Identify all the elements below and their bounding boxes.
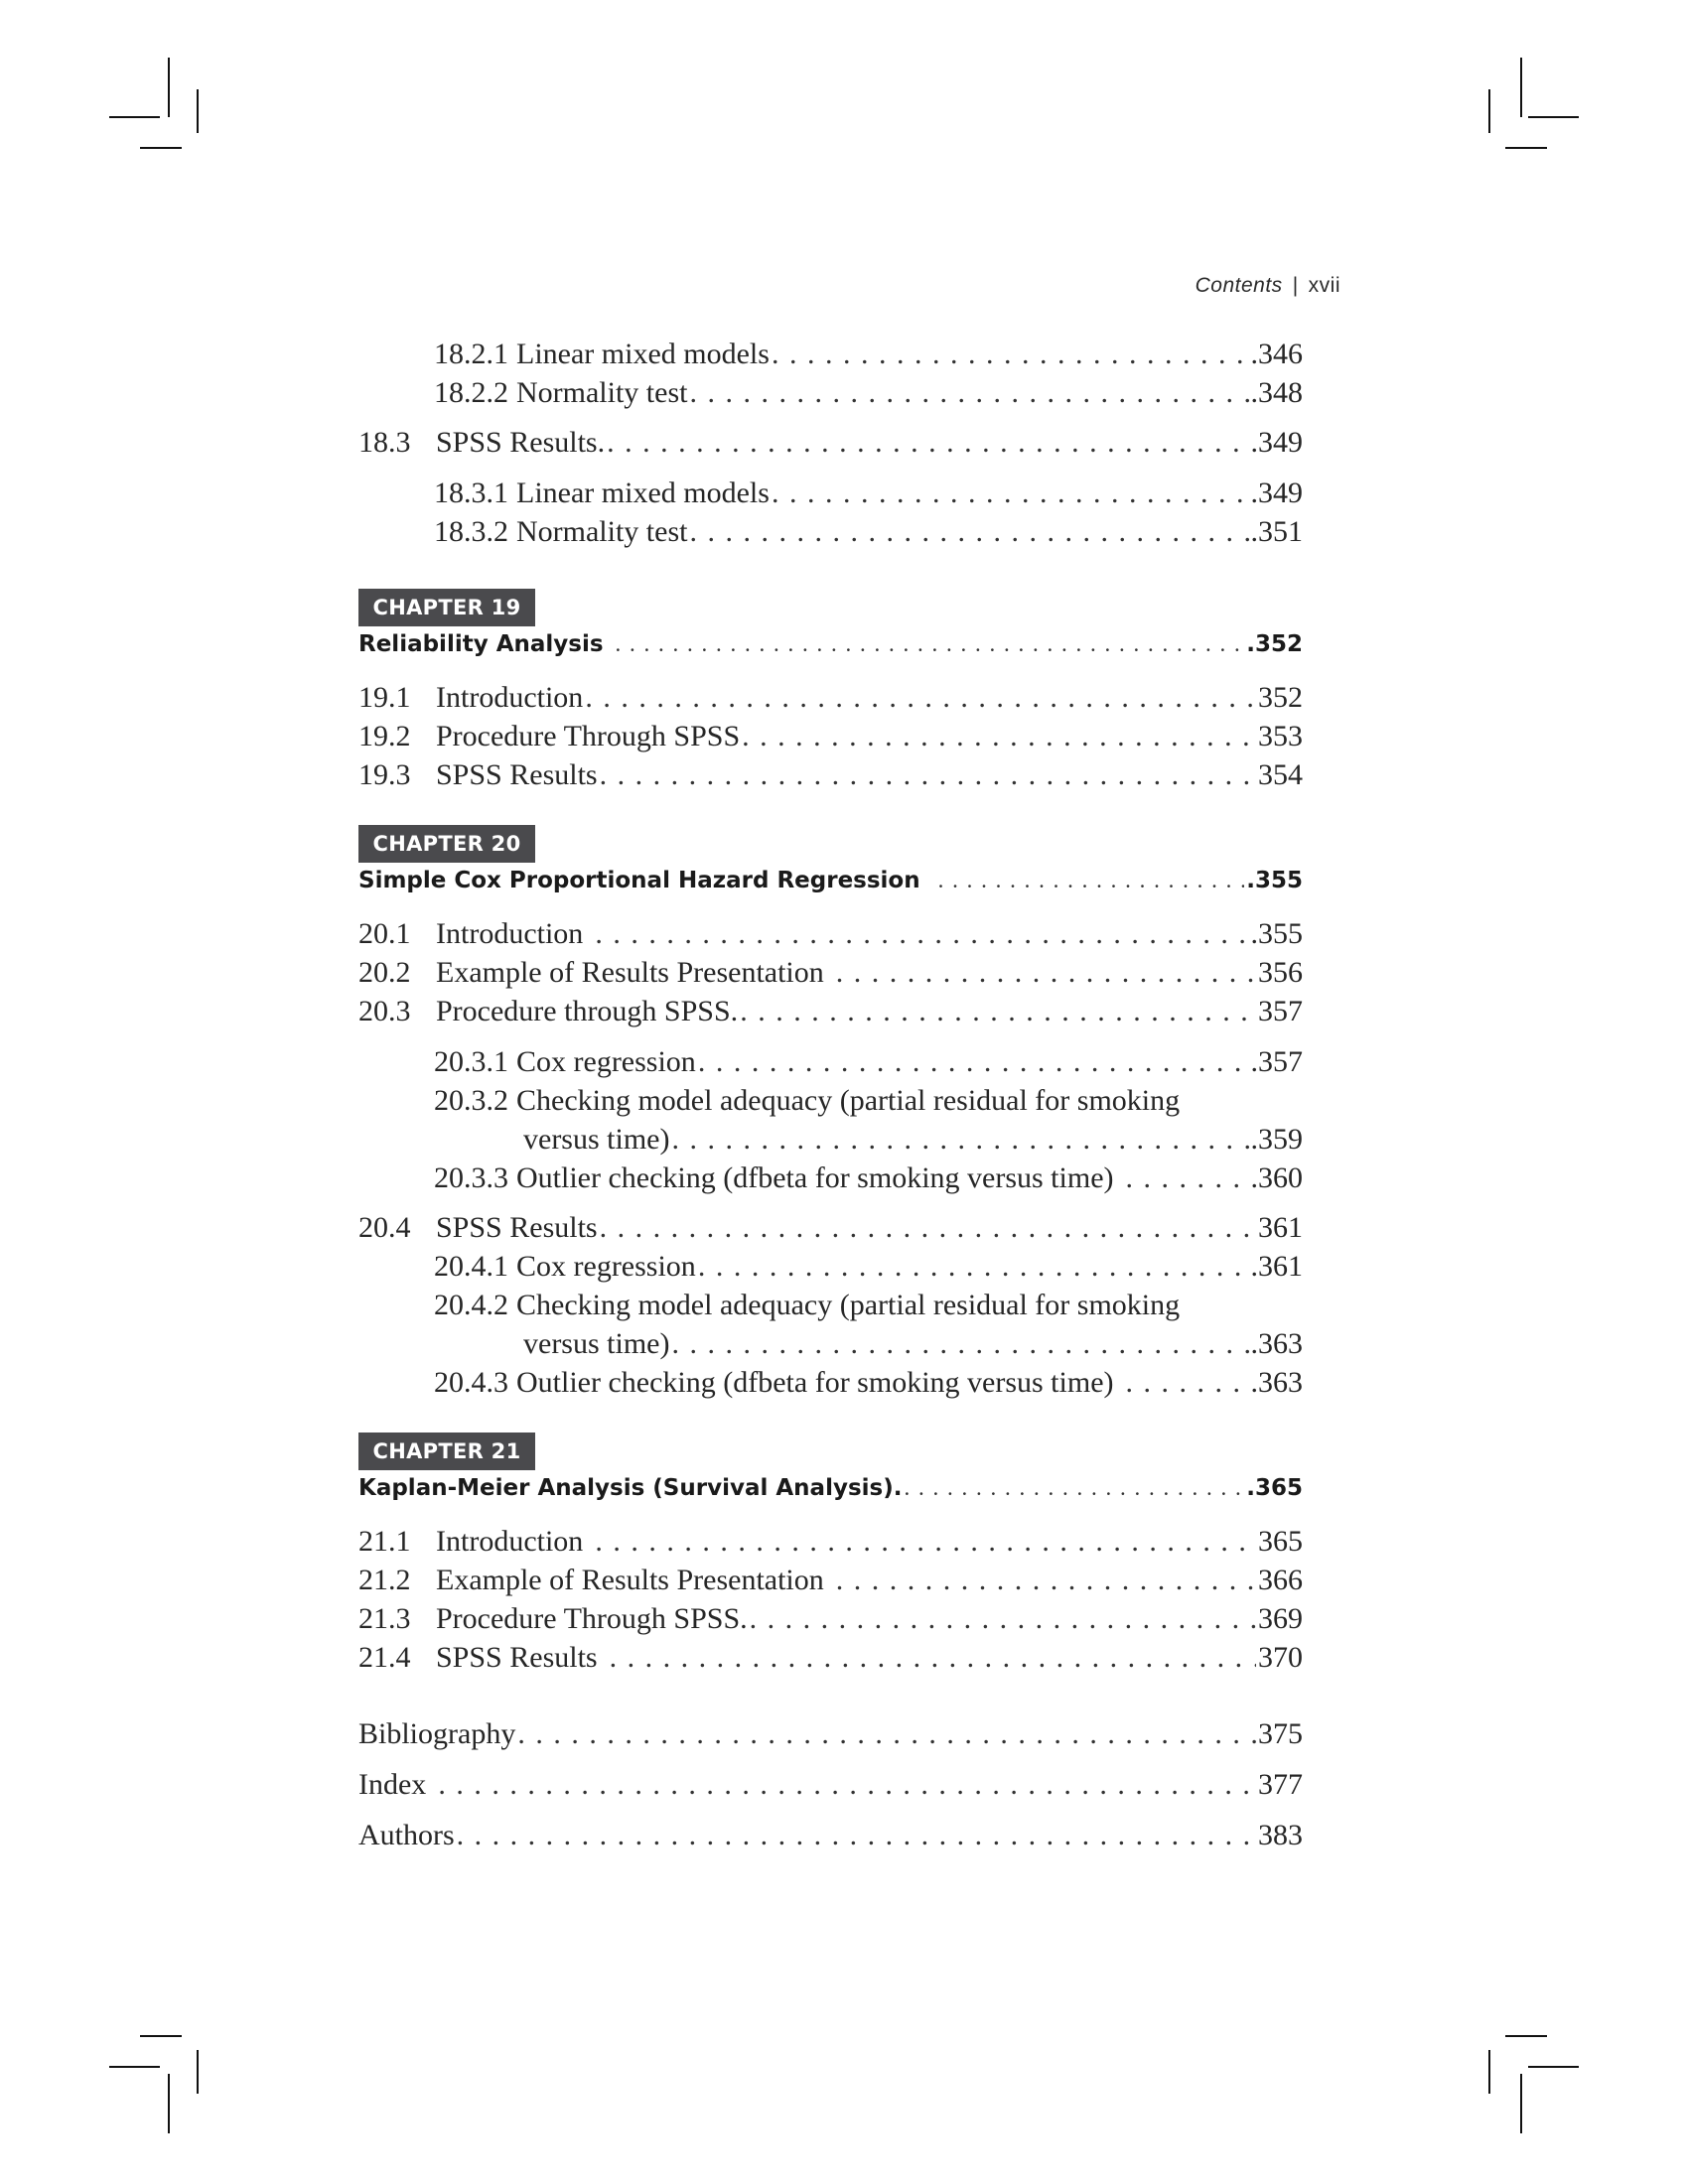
page-number: 377 [1258,1768,1303,1801]
leader-dots [750,1602,1256,1636]
leader-dots [742,720,1256,753]
toc-entry-bibliography[interactable]: Bibliography . . . 375 [358,1717,1303,1751]
toc-entry[interactable]: 20.1 Introduction . . . .355 [358,917,1303,951]
toc-entry[interactable]: 20.2 Example of Results Presentation . . . 356 [358,956,1303,990]
toc-entry[interactable]: 21.4 SPSS Results . . . 370 [358,1641,1303,1675]
page-number: 369 [1258,1602,1303,1635]
leader-dots [772,338,1249,371]
toc-entry[interactable]: 21.1 Introduction . . . 365 [358,1525,1303,1559]
page-number: .355 [1250,917,1303,950]
chapter-title-entry[interactable]: Kaplan-Meier Analysis (Survival Analysis). . . . .365 [358,1475,1303,1501]
running-head [993,274,1340,298]
toc-entry[interactable]: 18.2.1 Linear mixed models . . . .346 [358,338,1303,371]
leader-dots [740,995,1256,1028]
leader-dots [671,1327,1248,1361]
toc-entry[interactable]: 20.3.3 Outlier checking (dfbeta for smoking versus time) . . . .360 [358,1161,1303,1195]
leader-dots [585,681,1256,715]
running-head-page: xvii [1308,274,1340,297]
chapter-title-entry[interactable]: Reliability Analysis . . . .352 [358,631,1303,657]
page-number: 356 [1258,956,1303,989]
toc-entry-wrapped[interactable]: 20.4.2 Checking model adequacy (partial residual for smoking [434,1289,1181,1321]
page-number: 361 [1258,1211,1303,1244]
page-number: 383 [1258,1819,1303,1851]
leader-dots [600,1211,1256,1245]
toc-entry[interactable]: 20.3 Procedure through SPSS. . . . 357 [358,995,1303,1028]
page-number: .363 [1250,1366,1303,1399]
page-number: .363 [1250,1327,1303,1360]
running-head-separator: | [1292,274,1299,297]
leader-dots [772,477,1249,510]
toc-entry[interactable]: 18.2.2 Normality test . . . .348 [358,376,1303,410]
page-number: .361 [1250,1250,1303,1283]
leader-dots [457,1819,1256,1852]
chapter-badge: CHAPTER 20 [358,825,535,863]
page-number: .351 [1250,515,1303,548]
toc-entry[interactable]: 20.4.1 Cox regression . . . .361 [358,1250,1303,1284]
toc-entry[interactable]: 20.4 SPSS Results . . . 361 [358,1211,1303,1245]
leader-dots [698,1250,1249,1284]
page-number: .349 [1250,477,1303,509]
page-number: .359 [1250,1123,1303,1156]
toc-entry[interactable]: 19.3 SPSS Results . . . 354 [358,758,1303,792]
toc-entry[interactable]: 19.1 Introduction . . . 352 [358,681,1303,715]
toc-entry[interactable]: 18.3.1 Linear mixed models . . . .349 [358,477,1303,510]
toc-entry-wrapped[interactable]: 20.3.2 Checking model adequacy (partial residual for smoking [434,1084,1181,1117]
toc-entry-continuation[interactable]: versus time) . . . .359 [358,1123,1303,1157]
page-number: 375 [1258,1717,1303,1750]
toc-entry[interactable]: 20.4.3 Outlier checking (dfbeta for smoking versus time) . . . .363 [358,1366,1303,1400]
toc-entry[interactable]: 18.3 SPSS Results. . . . .349 [358,426,1303,460]
toc-entry[interactable]: 18.3.2 Normality test . . . .351 [358,515,1303,549]
toc-entry[interactable]: 21.3 Procedure Through SPSS. . . . 369 [358,1602,1303,1636]
leader-dots [438,1768,1256,1802]
toc-entry[interactable]: 19.2 Procedure Through SPSS . . . 353 [358,720,1303,753]
page-number: .357 [1250,1045,1303,1078]
page-number: 352 [1258,681,1303,714]
leader-dots [689,515,1248,549]
leader-dots [616,631,1245,657]
leader-dots [600,758,1256,792]
leader-dots [671,1123,1248,1157]
page-number: 353 [1258,720,1303,752]
leader-dots [1126,1161,1249,1195]
page-number: .365 [1246,1475,1303,1501]
chapter-badge: CHAPTER 19 [358,589,535,626]
page-number: .346 [1250,338,1303,370]
page-number: 365 [1258,1525,1303,1558]
toc-entry-continuation[interactable]: versus time) . . . .363 [358,1327,1303,1361]
leader-dots [689,376,1248,410]
page-number: 357 [1258,995,1303,1027]
leader-dots [698,1045,1249,1079]
leader-dots [904,1475,1244,1501]
leader-dots [938,868,1245,893]
page-number: .360 [1250,1161,1303,1194]
page-number: .349 [1250,426,1303,459]
running-head-title: Contents [1195,274,1283,297]
page-number: 354 [1258,758,1303,791]
toc-entry-authors[interactable]: Authors . . . 383 [358,1819,1303,1852]
leader-dots [607,426,1248,460]
page-number: 366 [1258,1564,1303,1596]
toc-entry[interactable]: 20.3.1 Cox regression . . . .357 [358,1045,1303,1079]
leader-dots [1126,1366,1249,1400]
page-number: .348 [1250,376,1303,409]
leader-dots [836,1564,1256,1597]
leader-dots [836,956,1256,990]
leader-dots [610,1641,1256,1675]
leader-dots [595,917,1248,951]
leader-dots [595,1525,1256,1559]
toc-entry-index[interactable]: Index . . . 377 [358,1768,1303,1802]
page-number: .355 [1246,868,1303,893]
page-number: 370 [1258,1641,1303,1674]
toc-entry[interactable]: 21.2 Example of Results Presentation . . . 366 [358,1564,1303,1597]
leader-dots [517,1717,1256,1751]
chapter-title-entry[interactable]: Simple Cox Proportional Hazard Regression . . . .355 [358,868,1303,893]
page-number: .352 [1246,631,1303,657]
chapter-badge: CHAPTER 21 [358,1433,535,1470]
